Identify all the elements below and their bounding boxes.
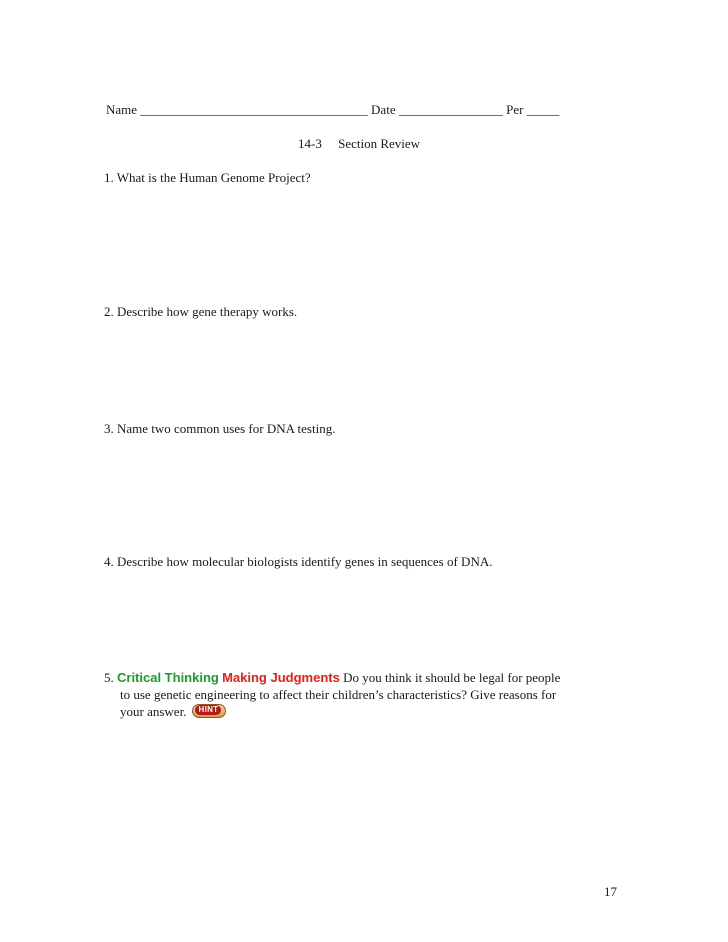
- question-number: 2.: [104, 304, 114, 319]
- question-text: Describe how molecular biologists identify genes in sequences of DNA.: [117, 554, 493, 569]
- question-text: your answer.: [120, 704, 187, 719]
- critical-thinking-label: Critical Thinking: [117, 670, 219, 685]
- question-text: to use genetic engineering to affect their children’s characteristics? Give reasons for: [120, 687, 557, 702]
- question-number: 4.: [104, 554, 114, 569]
- question-3: [104, 421, 335, 437]
- per-label: Per: [506, 102, 524, 117]
- name-blank[interactable]: ___________________________________: [140, 102, 368, 117]
- making-judgments-label: Making Judgments: [222, 670, 340, 685]
- question-number: 3.: [104, 421, 114, 436]
- question-1: [104, 170, 311, 186]
- section-number: 14-3: [298, 136, 322, 151]
- question-number: 5.: [104, 670, 114, 685]
- section-title: Section Review: [338, 136, 421, 151]
- question-5: [104, 670, 560, 686]
- question-5-line-3: [120, 704, 226, 720]
- hint-label: HINT: [195, 705, 221, 715]
- question-text: Do you think it should be legal for people: [343, 670, 561, 685]
- question-2: [104, 304, 297, 320]
- question-5-line-2: [120, 687, 556, 703]
- question-text: Describe how gene therapy works.: [117, 304, 298, 319]
- section-heading: [298, 136, 420, 152]
- question-4: [104, 554, 492, 570]
- student-info-line: [106, 102, 559, 118]
- hint-button[interactable]: [192, 704, 226, 718]
- question-text: What is the Human Genome Project?: [116, 170, 311, 185]
- date-label: Date: [371, 102, 396, 117]
- per-blank[interactable]: _____: [526, 102, 560, 117]
- question-number: 1.: [104, 170, 114, 185]
- date-blank[interactable]: ________________: [398, 102, 503, 117]
- page-number: 17: [604, 884, 617, 899]
- name-label: Name: [106, 102, 138, 117]
- question-text: Name two common uses for DNA testing.: [117, 421, 336, 436]
